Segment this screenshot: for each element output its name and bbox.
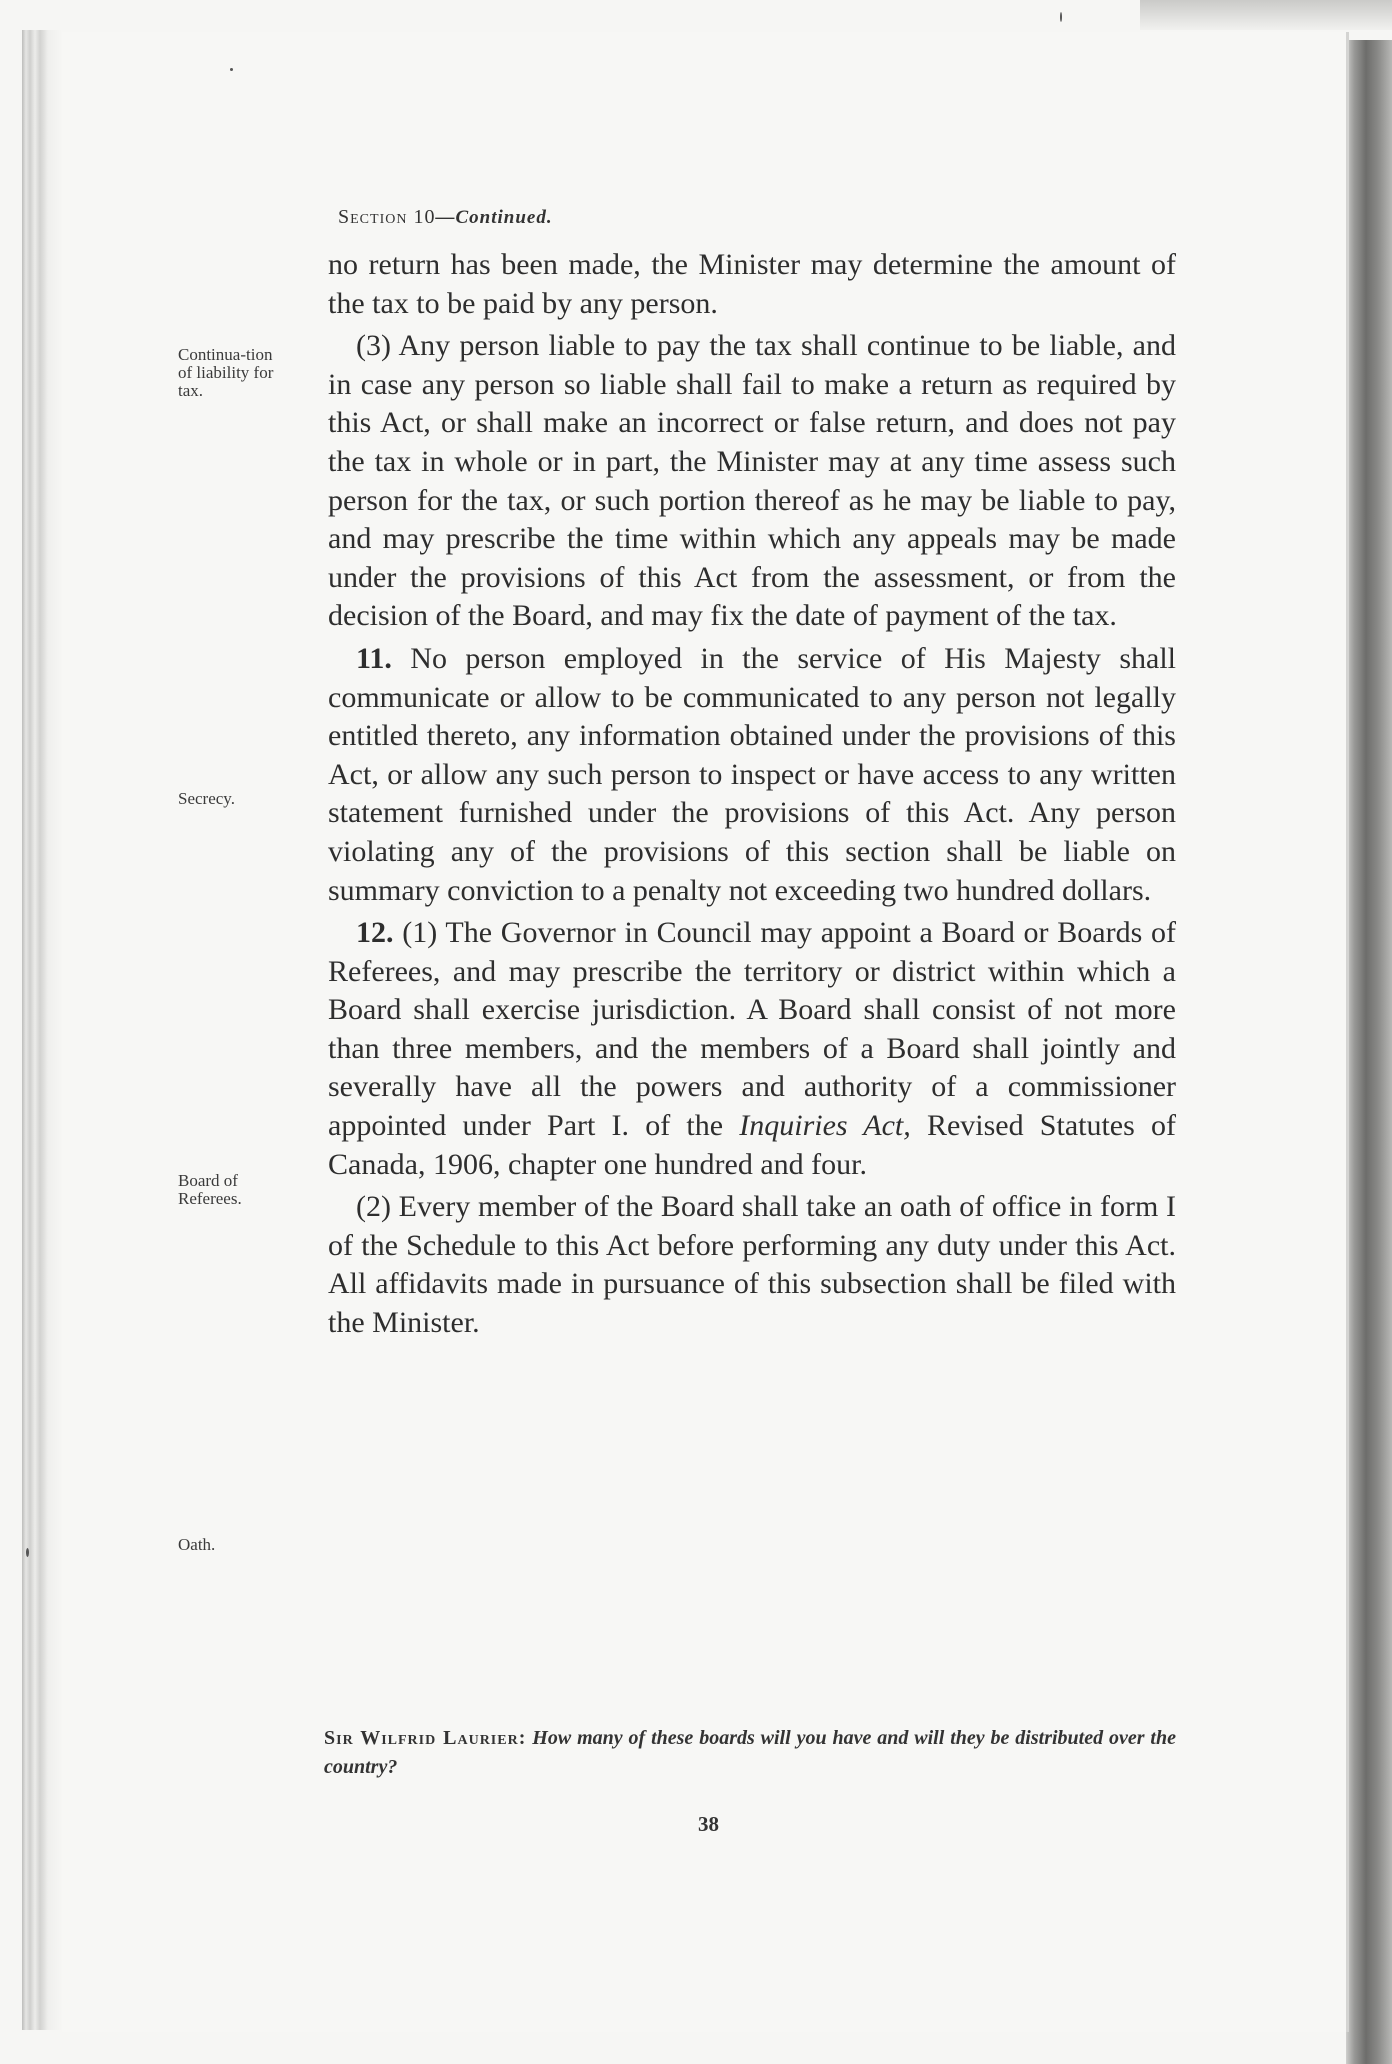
margin-note-board-of-referees: Board of Referees. xyxy=(178,1171,242,1208)
paragraph-continuation: no return has been made, the Minister may determine the amount of the tax to be paid by any person. xyxy=(328,248,1176,320)
scan-speck xyxy=(230,68,233,71)
footnote-question: How many of these boards will you have and will they be distributed over the country? xyxy=(324,1727,1176,1778)
paragraph-section-12-1 xyxy=(328,914,1176,1184)
section-header xyxy=(338,206,553,229)
footnote-speaker: Sir Wilfrid Laurier: xyxy=(324,1727,527,1749)
page-number: 38 xyxy=(698,1812,719,1836)
inquiries-act-title: Inquiries Act, xyxy=(739,1109,911,1143)
section-12-text-a: (1) The Governor in Council may appoint a Board or Boards of Referees, and may prescribe the territory or district within which a Board shall exercise jurisdiction. A Board shall consist of not more than three members, and the members of a Board shall jointly and severally have all the powers and authority of a commissioner appointed under Part I. of the xyxy=(328,916,1177,1143)
section-label: Section 10 xyxy=(338,206,436,228)
scan-speck xyxy=(1060,12,1062,22)
section-number-12: 12. xyxy=(356,916,394,950)
margin-note-continuation: Continua-tion of liability for tax. xyxy=(178,345,274,400)
paragraph-section-12-2: (2) Every member of the Board shall take an oath of office in form I of the Schedule to this Act before performing any duty under this Act. All affidavits made in pursuance of this subsection shall be filed with the Minister. xyxy=(328,1190,1176,1340)
paragraph-section-11 xyxy=(328,640,1176,910)
section-continued: —Continued. xyxy=(435,207,553,228)
section-12-text-b: Revised Statutes of Canada, 1906, chapter one hundred and four. xyxy=(328,1109,1176,1181)
body-text xyxy=(328,246,1176,1343)
section-11-text: No person employed in the service of His Majesty shall communicate or allow to be communicated to any person not legally entitled thereto, any information obtained under the provisions of this Act, or allow any such person to inspect or have access to any written statement furnished under the provisions of this Act. Any person violating any of the provisions of this section shall be liable on summary conviction to a penalty not exceeding two hundred dollars. xyxy=(328,641,1177,907)
scan-top-strip xyxy=(1140,0,1392,30)
margin-note-oath: Oath. xyxy=(178,1535,216,1554)
margin-note-secrecy: Secrecy. xyxy=(178,789,235,808)
paragraph-subsection-3: (3) Any person liable to pay the tax shall continue to be liable, and in case any person so liable shall fail to make a return as required by this Act, or shall make an incorrect or false return, and does not pay the tax in whole or in part, the Minister may at any time assess such person for the tax, or such portion thereof as he may be liable to pay, and may prescribe the time within which any appeals may be made under the provisions of this Act from the assessment, or from the decision of the Board, and may fix the date of payment of the tax. xyxy=(328,329,1176,633)
scan-speck xyxy=(26,1548,29,1557)
book-binding-shadow xyxy=(1346,40,1392,2064)
page-stack-edge xyxy=(22,30,62,2030)
section-number-11: 11. xyxy=(356,641,392,675)
debate-footnote xyxy=(324,1724,1176,1782)
